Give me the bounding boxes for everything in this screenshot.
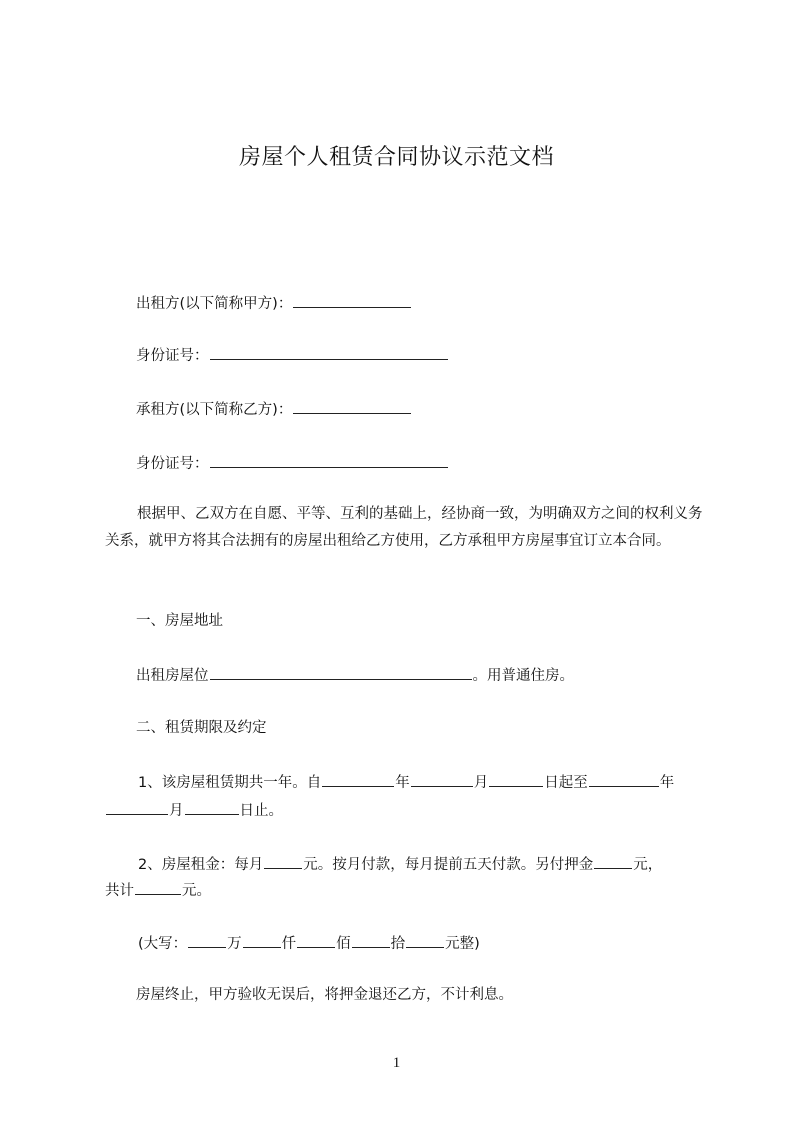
term-day1: 日起至 (544, 775, 588, 791)
start-month-blank[interactable] (411, 771, 473, 787)
term-month1: 月 (473, 775, 489, 791)
term-end: 日止。 (239, 803, 283, 819)
lessor-line (136, 292, 412, 314)
capital-yuan-zheng: 元整) (445, 936, 480, 952)
lessee-line (136, 398, 412, 420)
deposit-refund-line: 房屋终止，甲方验收无误后，将押金退还乙方，不计利息。 (136, 987, 513, 1003)
term-line-2 (105, 799, 283, 821)
deposit-blank[interactable] (594, 853, 632, 869)
term-month2: 月 (169, 803, 184, 819)
capital-shi: 拾 (390, 936, 406, 952)
term-line-1 (138, 771, 674, 793)
intro-paragraph: 根据甲、乙双方在自愿、平等、互利的基础上，经协商一致，为明确双方之间的权利义务关系，就甲方将其合法拥有的房屋出租给乙方使用，乙方承租甲方房屋事宜订立本合同。 (105, 506, 703, 549)
lessee-id-label: 身份证号： (136, 456, 209, 472)
address-prefix: 出租房屋位 (136, 668, 209, 684)
lessor-id-line (136, 344, 449, 366)
yuan-blank[interactable] (406, 932, 444, 948)
section2-heading: 二、租赁期限及约定 (136, 720, 267, 736)
rent-total-prefix: 共计 (105, 883, 134, 899)
rent-prefix: 2、房屋租金：每月 (138, 857, 264, 873)
monthly-rent-blank[interactable] (264, 853, 302, 869)
rent-yuan2: 元， (633, 857, 663, 873)
lessee-label: 承租方(以下简称乙方)： (136, 402, 293, 418)
term-year2: 年 (659, 775, 675, 791)
capital-prefix: (大写： (138, 936, 188, 952)
lessor-id-label: 身份证号： (136, 348, 209, 364)
bai-blank[interactable] (297, 932, 335, 948)
lessee-id-line (136, 452, 449, 474)
rent-yuan1: 元。按月付款，每月提前五天付款。另付押金 (303, 857, 594, 873)
wan-blank[interactable] (188, 932, 226, 948)
rent-line-2 (105, 879, 211, 901)
lessor-id-blank[interactable] (210, 344, 448, 360)
start-year-blank[interactable] (322, 771, 394, 787)
capital-line (138, 932, 480, 954)
qian-blank[interactable] (243, 932, 281, 948)
rent-line-1 (138, 853, 662, 875)
end-day-blank[interactable] (185, 799, 239, 815)
shi-blank[interactable] (352, 932, 390, 948)
address-line (136, 664, 574, 686)
lessee-id-blank[interactable] (210, 452, 448, 468)
address-blank[interactable] (210, 664, 472, 680)
term-year1: 年 (395, 775, 410, 791)
end-month-blank[interactable] (106, 799, 168, 815)
document-title: 房屋个人租赁合同协议示范文档 (238, 145, 554, 170)
capital-qian: 仟 (281, 936, 297, 952)
lessor-label: 出租方(以下简称甲方)： (136, 296, 293, 312)
capital-bai: 佰 (336, 936, 351, 952)
term-prefix: 1、该房屋租赁期共一年。自 (138, 775, 322, 791)
address-suffix: 。用普通住房。 (472, 668, 574, 684)
rent-yuan3: 元。 (182, 883, 211, 899)
start-day-blank[interactable] (489, 771, 543, 787)
lessor-blank[interactable] (293, 292, 411, 308)
section1-heading: 一、房屋地址 (136, 613, 223, 629)
page-number: 1 (392, 1055, 401, 1071)
total-blank[interactable] (135, 879, 181, 895)
lessee-blank[interactable] (293, 398, 411, 414)
capital-wan: 万 (227, 936, 242, 952)
end-year-blank[interactable] (589, 771, 659, 787)
